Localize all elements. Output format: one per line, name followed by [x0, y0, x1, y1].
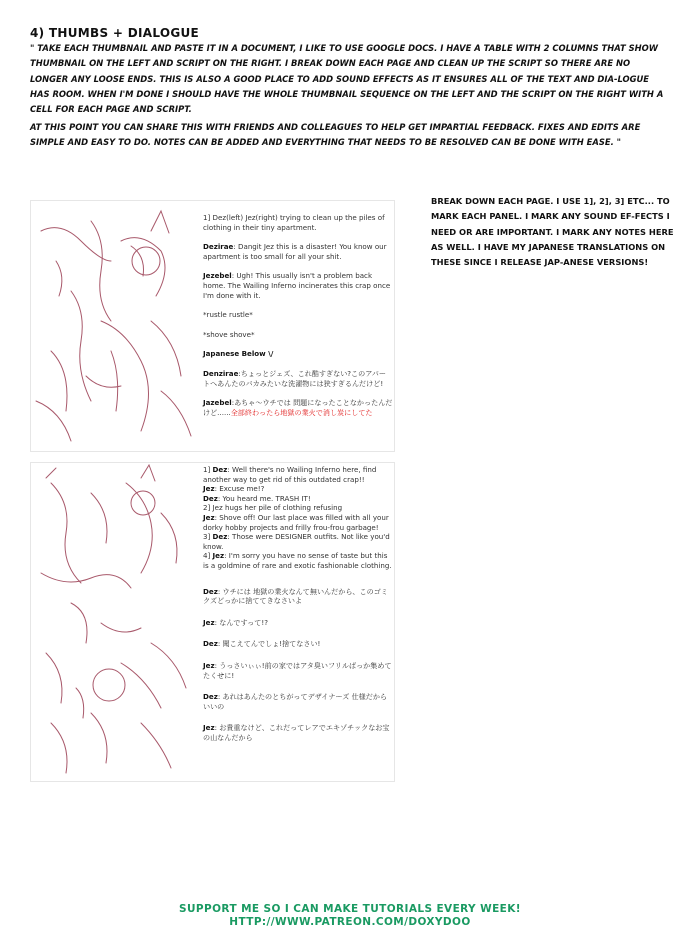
japanese-line — [203, 618, 393, 628]
speaker-name: Dez — [212, 532, 228, 542]
speaker-name: Jez — [203, 660, 215, 670]
sound-effect: *rustle rustle* — [203, 310, 253, 320]
dialogue-text: : お貴重なけど、これだってレアでエキゾチックなお宝の山なんだから — [203, 723, 390, 742]
dialogue-text: : I'm sorry you have no sense of taste but this is a goldmine of rare and exotic fashionable clothing. — [203, 551, 392, 570]
patreon-link[interactable]: HTTP://WWW.PATREON.COM/DOXYDOO — [229, 916, 471, 928]
dialogue-text: : Excuse me!? — [214, 484, 265, 494]
speaker-name: Jezebel — [203, 271, 232, 281]
dialogue-text: : Dangit Jez this is a disaster! You know our apartment is too small for all your shit. — [203, 242, 387, 261]
thumbnail-sketch-2 — [31, 463, 201, 781]
dialogue-text: : Shove off! Our last place was filled with all your dorky hobby projects and frilly frou-frou garbage! — [203, 512, 389, 532]
dialogue-text: : You heard me. TRASH IT! — [217, 493, 311, 503]
dialogue-line — [203, 271, 393, 300]
speaker-name: Dez — [203, 586, 218, 596]
dialogue-line: 4] Jez: I'm sorry you have no sense of taste but this is a goldmine of rare and exotic fashionable clothing. — [203, 551, 392, 570]
dialogue-text: :ちょっとジェズ、これ酷すぎない?このアパートへあんたのバカみたいな洗濯物には狭すぎるんだけど! — [203, 368, 386, 388]
japanese-header: Japanese Below \/ — [203, 349, 274, 359]
speaker-name: Jez — [203, 484, 215, 494]
feedback-paragraph: AT THIS POINT YOU CAN SHARE THIS WITH FRIENDS AND COLLEAGUES TO HELP GET IMPARTIAL FEEDBACK. FIXES AND EDITS ARE SIMPLE AND EASY TO DO. NOTES CAN BE ADDED AND EVERYTHING THAT NEEDS TO BE RESOLVED CAN BE DONE WITH EASE. " — [30, 122, 641, 148]
japanese-line — [203, 723, 393, 742]
dialogue-line — [203, 242, 393, 261]
japanese-line — [203, 661, 393, 680]
panel-note: 2] Jez hugs her pile of clothing refusing — [203, 503, 343, 513]
thumbnail-sketch-1 — [31, 201, 201, 451]
dialogue-text: :あちゃ～ウチでは 問題になったことなかったんだけど...... — [203, 398, 393, 417]
japanese-line — [203, 692, 393, 711]
dialogue-line — [203, 494, 393, 504]
footer — [0, 903, 700, 929]
speaker-name: Jazebel — [203, 398, 232, 408]
speaker-name: Dezirae — [203, 242, 234, 252]
dialogue-line — [203, 484, 393, 494]
speaker-name: Dez — [203, 692, 218, 702]
speaker-name: Jez — [203, 723, 215, 733]
dialogue-line: 1] Dez: Well there's no Wailing Inferno here, find another way to get rid of this outdated crap!! — [203, 465, 377, 484]
side-note: BREAK DOWN EACH PAGE. I USE 1], 2], 3] ETC... TO MARK EACH PANEL. I MARK ANY SOUND EF-FECTS I NEED OR ARE IMPORTANT. I MARK ANY NOTES HERE AS WELL. I HAVE MY JAPANESE TRANSLATIONS ON THESE SINCE I RELEASE JAP-ANESE VERSIONS! — [431, 196, 674, 268]
speaker-name: Denzirae — [203, 368, 239, 378]
script-table-row-2 — [30, 462, 395, 782]
dialogue-text: : うっさいぃぃ!前の家ではアタ臭いフリルばっか集めてたくせに! — [203, 660, 392, 680]
section-heading: 4) THUMBS + DIALOGUE — [30, 26, 200, 40]
dialogue-line — [203, 513, 393, 532]
japanese-line — [203, 369, 393, 388]
speaker-name: Jez — [212, 551, 225, 561]
speaker-name: Dez — [203, 493, 218, 503]
dialogue-text: : Well there's no Wailing Inferno here, find another way to get rid of this outdated crap!! — [203, 465, 377, 484]
dialogue-line: 3] Dez: Those were DESIGNER outfits. Not like you'd know. — [203, 532, 390, 551]
highlighted-text: 全部終わったら地獄の業火で消し炭にしてた — [230, 407, 373, 417]
dialogue-text: : 聞こえてんでしょ!捨てなさい! — [217, 639, 321, 649]
script-cell-2 — [203, 465, 393, 754]
dialogue-text: : Those were DESIGNER outfits. Not like you'd know. — [203, 532, 390, 551]
japanese-line — [203, 587, 393, 606]
speaker-name: Jez — [203, 617, 215, 627]
japanese-line — [203, 398, 393, 417]
script-table-row-1 — [30, 200, 395, 452]
speaker-name: Dez — [203, 639, 218, 649]
support-message: SUPPORT ME SO I CAN MAKE TUTORIALS EVERY WEEK! — [179, 903, 521, 915]
script-cell-1 — [203, 213, 393, 427]
dialogue-text: : Ugh! This usually isn't a problem back home. The Wailing Inferno incinerates this crap once I'm done with it. — [203, 271, 391, 300]
panel-note: 1] Dez(left) Jez(right) trying to clean up the piles of clothing in their tiny apartment. — [203, 213, 385, 232]
dialogue-text: : なんですって!? — [214, 617, 268, 627]
speaker-name: Dez — [212, 465, 228, 474]
japanese-line — [203, 639, 393, 649]
speaker-name: Jez — [203, 512, 215, 522]
dialogue-text: : ウチには 地獄の業火なんて無いんだから、このゴミクズどっかに捨ててきなさいよ — [203, 586, 388, 606]
sound-effect: *shove shove* — [203, 329, 255, 339]
intro-paragraph: " TAKE EACH THUMBNAIL AND PASTE IT IN A DOCUMENT, I LIKE TO USE GOOGLE DOCS. I HAVE A TABLE WITH 2 COLUMNS THAT SHOW THUMBNAIL ON THE LEFT AND SCRIPT ON THE RIGHT. I BREAK DOWN EACH PAGE AND CLEAN UP THE SCRIPT SO THERE ARE NO LONGER ANY LOOSE ENDS. THIS IS ALSO A GOOD PLACE TO ADD SOUND EFFECTS AS IT ENSURES ALL OF THE TEXT AND DIA-LOGUE HAS ROOM. WHEN I'M DONE I SHOULD HAVE THE WHOLE THUMBNAIL SEQUENCE ON THE LEFT AND THE SCRIPT ON THE RIGHT WITH A CELL FOR EACH PAGE AND SCRIPT. — [30, 43, 664, 115]
dialogue-text: : あれはあんたのとちがってデザイナーズ 仕様だからいいの — [203, 692, 388, 711]
